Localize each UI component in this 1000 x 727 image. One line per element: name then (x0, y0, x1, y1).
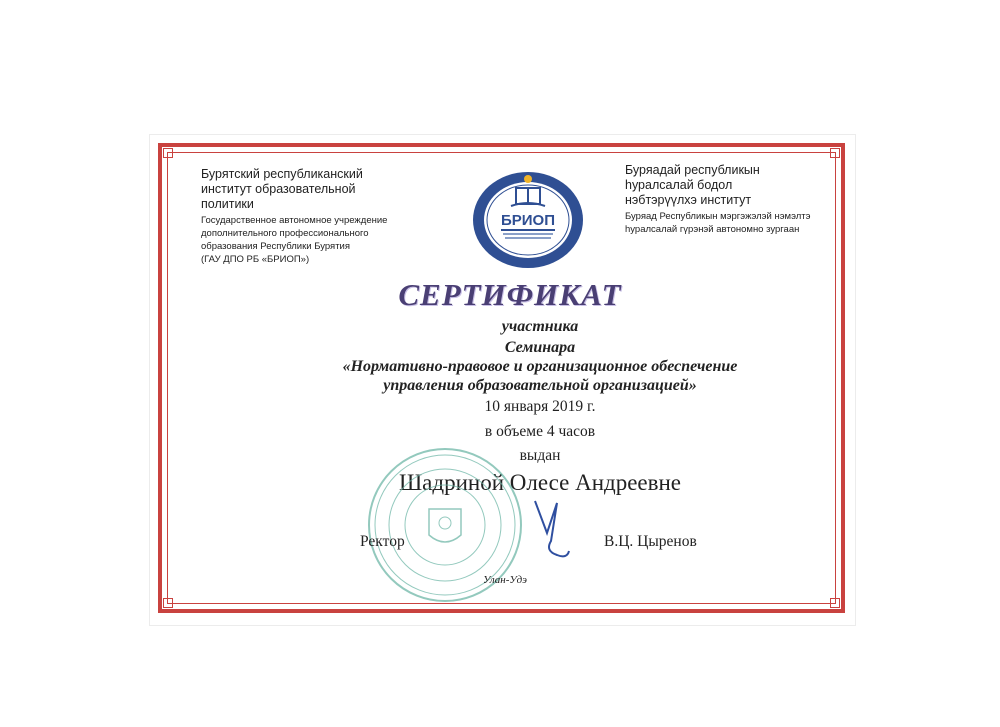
signer-role: Ректор (360, 533, 405, 550)
header-left-sub-line: Государственное автономное учреждение (201, 215, 388, 226)
header-left-title-line: политики (201, 197, 254, 211)
participant-label: участника (501, 318, 579, 335)
header-left-sub-line: образования Республики Бурятия (201, 241, 350, 252)
frame-corner (830, 148, 840, 158)
recipient-name: Шадриной Олесе Андреевне (398, 470, 682, 495)
logo-text: БРИОП (500, 212, 556, 229)
brIOP-logo (471, 170, 586, 270)
book-emblem-icon (511, 188, 545, 206)
rector-signature (527, 493, 572, 563)
event-name-line2: управления образовательной организацией» (383, 377, 697, 394)
header-left-title-line: институт образовательной (201, 182, 356, 196)
city-label: Улан-Удэ (483, 574, 527, 586)
issued-label: выдан (519, 447, 561, 464)
event-date: 10 января 2019 г. (484, 398, 596, 415)
frame-corner (163, 148, 173, 158)
header-right-title-line: Буряадай республикын (625, 163, 760, 177)
header-left-sub-line: (ГАУ ДПО РБ «БРИОП») (201, 254, 310, 265)
coat-of-arms-icon (429, 509, 461, 542)
header-right-title-line: нэбтэрүүлхэ институт (625, 193, 752, 207)
header-right-title-line: һуралсалай бодол (625, 178, 733, 192)
event-type: Семинара (504, 339, 576, 356)
certificate-title: СЕРТИФИКАТ (398, 277, 622, 312)
header-left-title-line: Бурятский республиканский (201, 167, 363, 181)
header-left (201, 167, 431, 265)
header-left-sub-line: дополнительного профессионального (201, 228, 369, 239)
signer-name: В.Ц. Цыренов (604, 533, 697, 550)
frame-corner (830, 598, 840, 608)
header-right (625, 163, 855, 235)
event-name-line1: «Нормативно-правовое и организационное обеспечение (342, 358, 738, 375)
header-right-sub-line: Буряад Республикын мэргэжэлэй нэмэлтэ (625, 211, 811, 222)
event-volume: в объеме 4 часов (484, 423, 596, 440)
header-right-sub-line: һуралсалай гүрэнэй автономно зургаан (625, 224, 800, 235)
frame-corner (163, 598, 173, 608)
